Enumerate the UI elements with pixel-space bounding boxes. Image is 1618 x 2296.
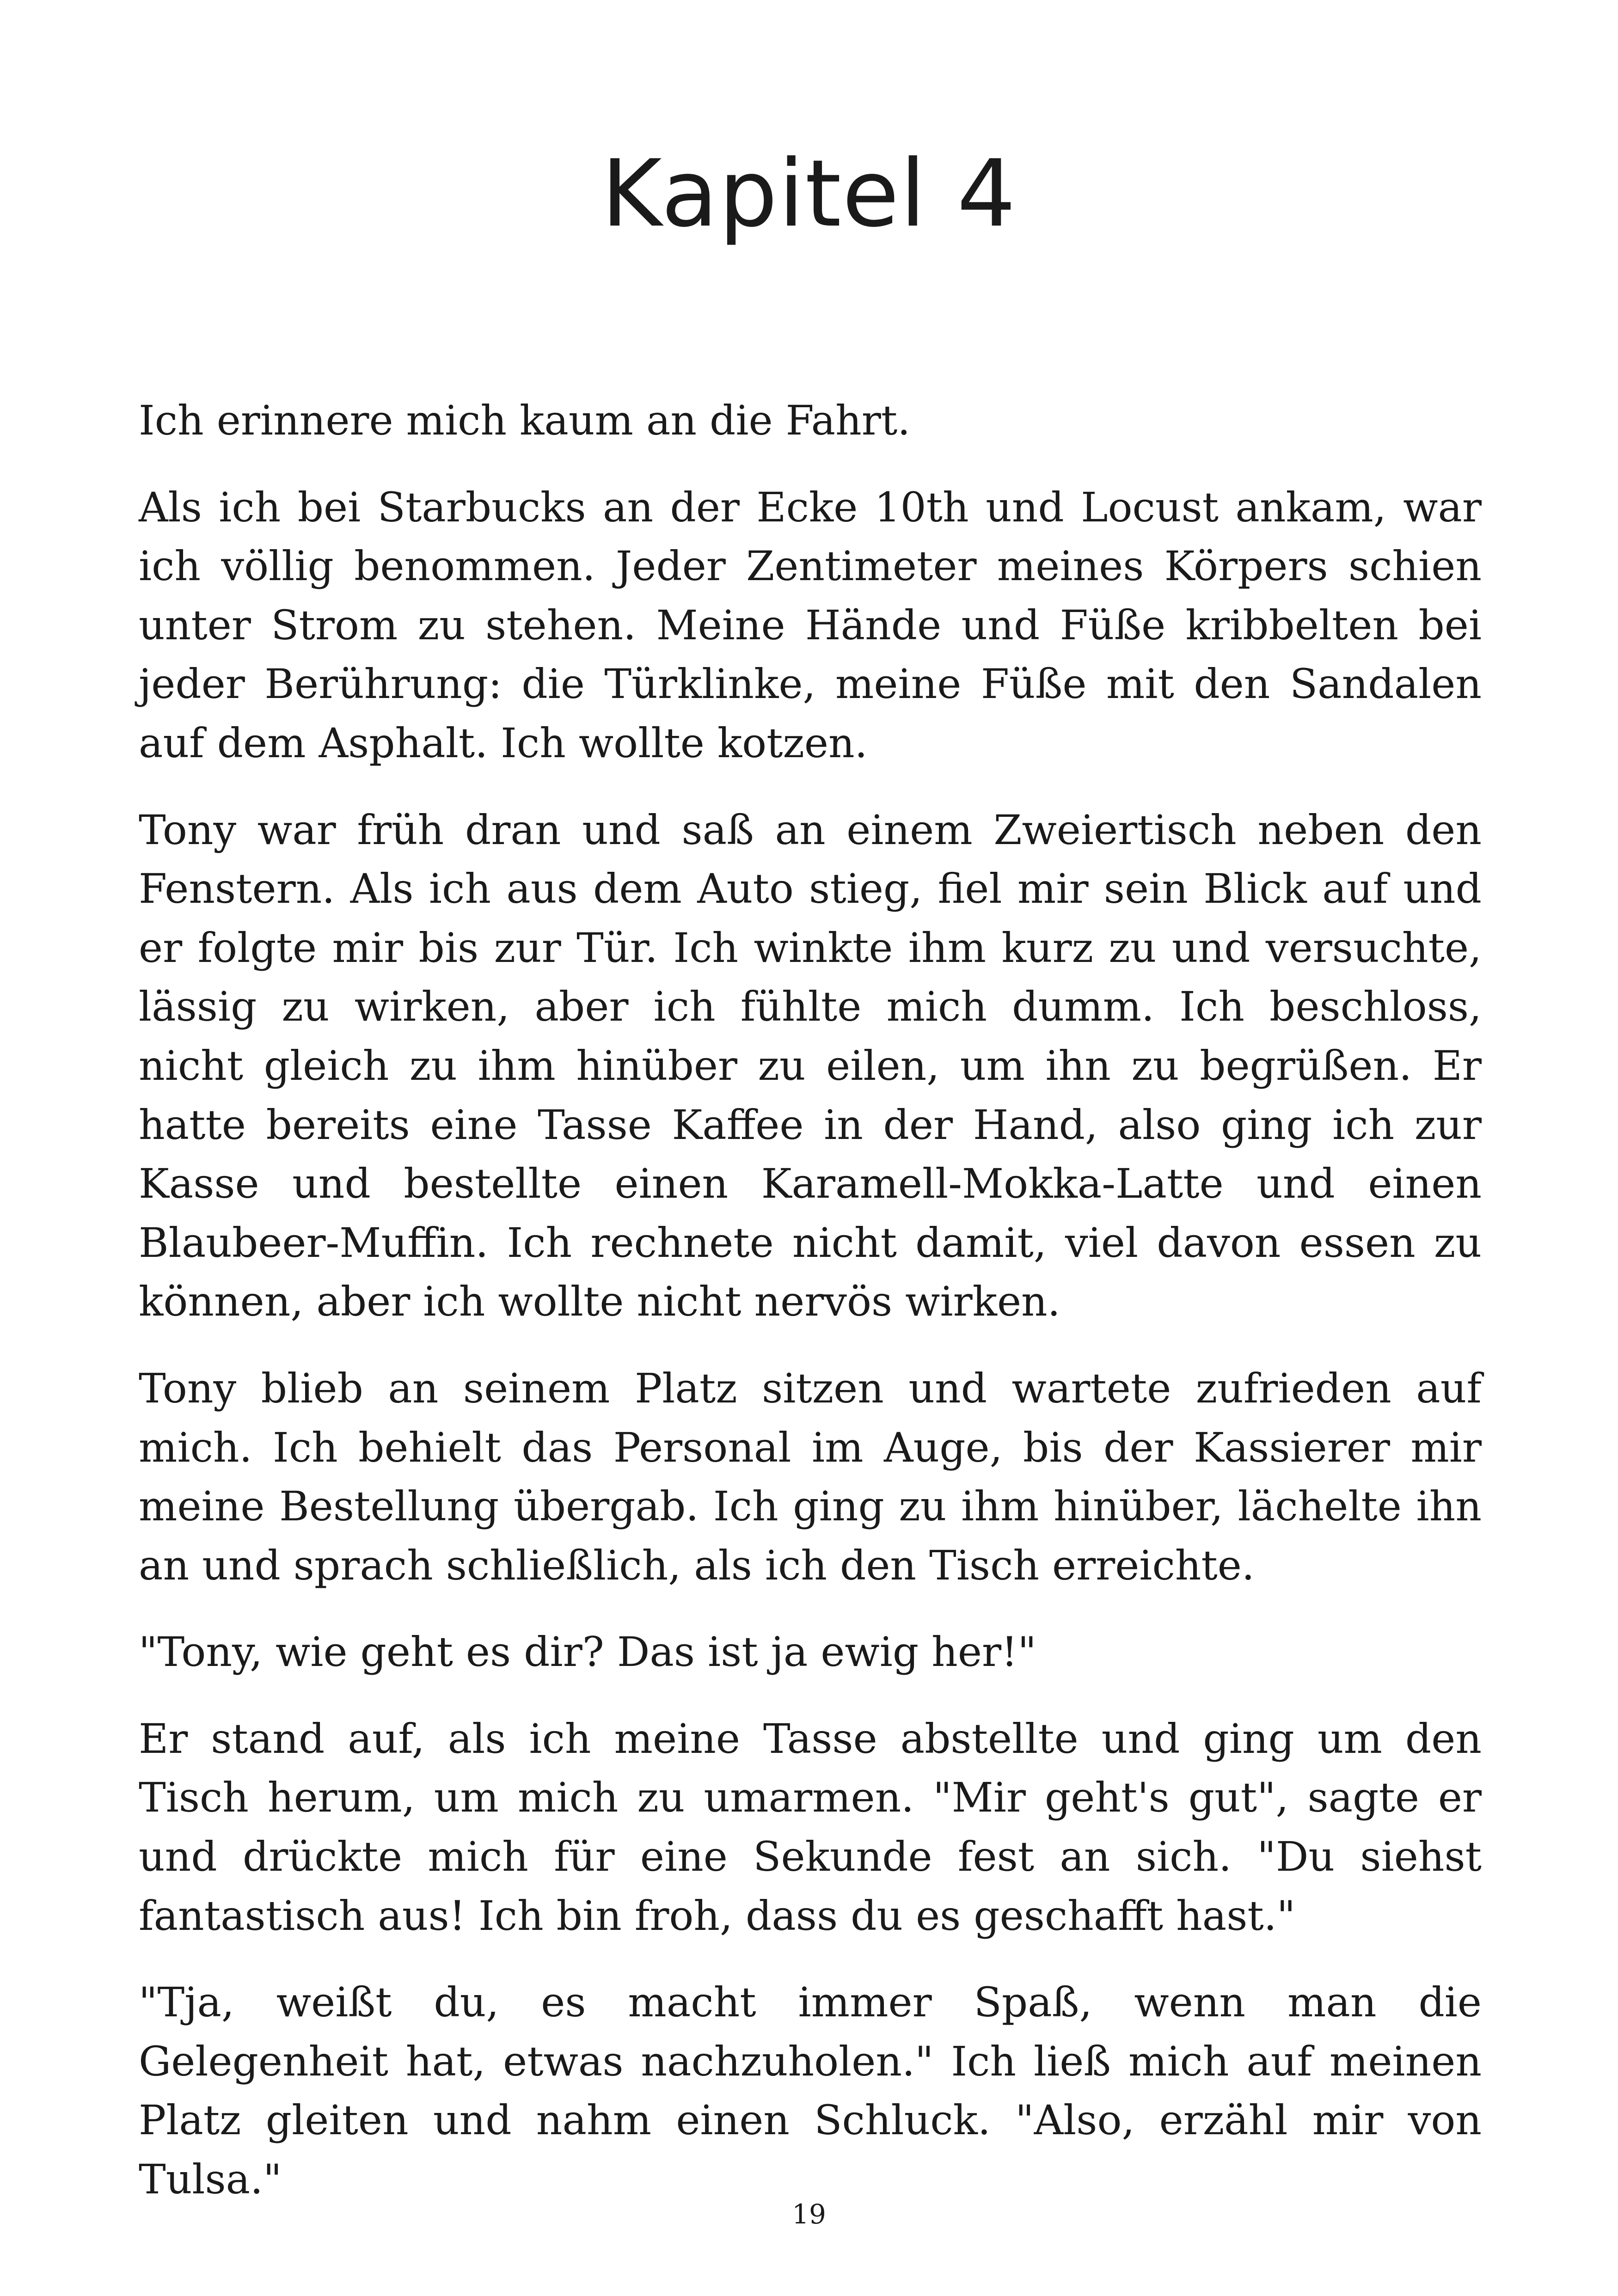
chapter-body (139, 391, 1482, 2237)
paragraph: "Tja, weißt du, es macht immer Spaß, wenn man die Gelegenheit hat, etwas nachzuholen." Ich ließ mich auf meinen Platz gleiten und nahm einen Schluck. "Also, erzähl mir von Tulsa." (139, 1978, 1482, 2204)
paragraph: Er stand auf, als ich meine Tasse abstellte und ging um den Tisch herum, um mich zu umarmen. "Mir geht's gut", sagte er und drückte mich für eine Sekunde fest an sich. "Du siehst fantastisch aus! Ich bin froh, dass du es geschafft hast." (139, 1714, 1482, 1940)
paragraph: Tony blieb an seinem Platz sitzen und wartete zufrieden auf mich. Ich behielt das Personal im Auge, bis der Kassierer mir meine Bestellung übergab. Ich ging zu ihm hinüber, lächelte ihn an und sprach schließlich, als ich den Tisch erreichte. (139, 1364, 1482, 1589)
paragraph: Als ich bei Starbucks an der Ecke 10th und Locust ankam, war ich völlig benommen. Jeder Zentimeter meines Körpers schien unter Strom zu stehen. Meine Hände und Füße kribbelten bei jeder Berührung: die Türklinke, meine Füße mit den Sandalen auf dem Asphalt. Ich wollte kotzen. (139, 483, 1482, 767)
paragraph: Ich erinnere mich kaum an die Fahrt. (139, 397, 911, 444)
paragraph: "Tony, wie geht es dir? Das ist ja ewig her!" (139, 1628, 1036, 1676)
page-number: 19 (792, 2198, 826, 2230)
chapter-title: Kapitel 4 (601, 140, 1017, 248)
paragraph: Tony war früh dran und saß an einem Zweiertisch neben den Fenstern. Als ich aus dem Auto stieg, fiel mir sein Blick auf und er folgte mir bis zur Tür. Ich winkte ihm kurz zu und versuchte, lässig zu wirken, aber ich fühlte mich dumm. Ich beschloss, nicht gleich zu ihm hinüber zu eilen, um ihn zu begrüßen. Er hatte bereits eine Tasse Kaffee in der Hand, also ging ich zur Kasse und bestellte einen Karamell-Mokka-Latte und einen Blaubeer-Muffin. Ich rechnete nicht damit, viel davon essen zu können, aber ich wollte nicht nervös wirken. (139, 806, 1482, 1326)
